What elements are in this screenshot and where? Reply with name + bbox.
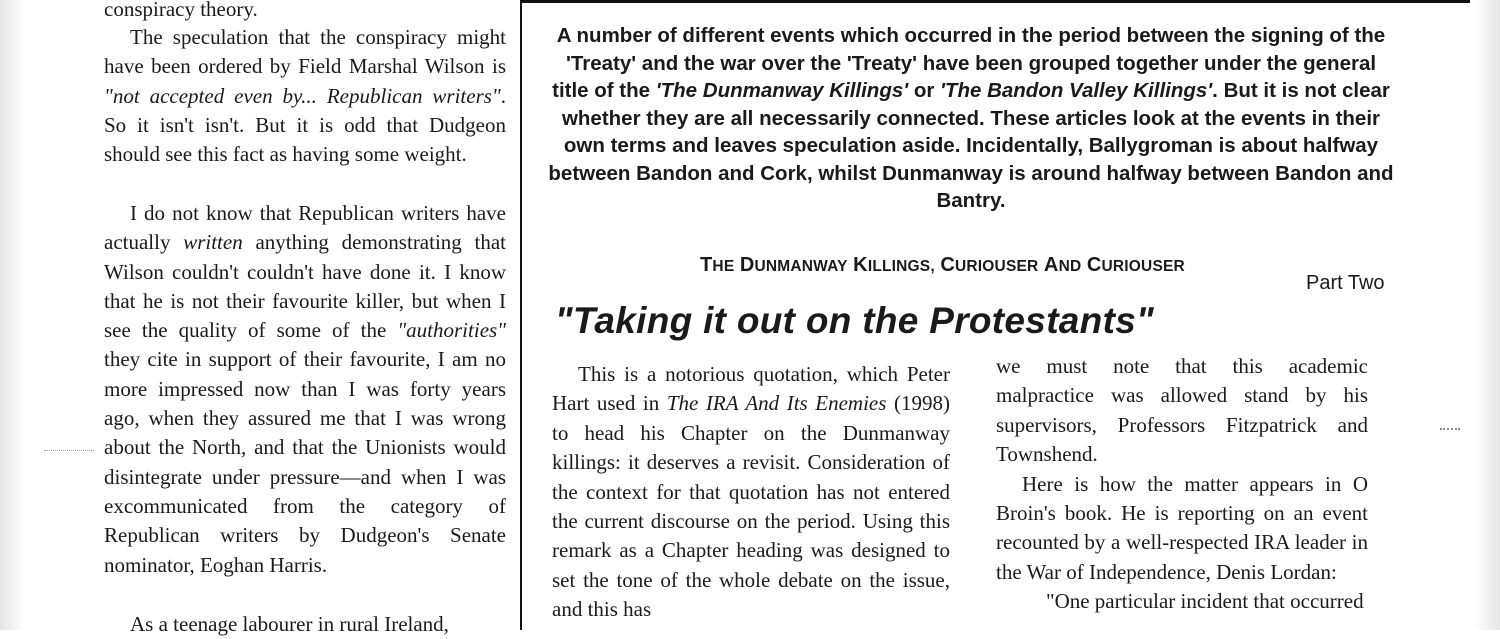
kicker-word xyxy=(940,255,1038,276)
kicker-rest: ND xyxy=(1058,258,1082,275)
text-run: they cite in support of their favourite, I am no more impressed now than I was forty years ago, when they assured me that I was wrong about the North, and that the Unionists would disintegrate under pressure—and when I was excommunicated from the category of Republican writers by Dudgeon's Senate nominator, Eoghan Harris. xyxy=(104,347,506,577)
left-paragraph-3: As a teenage labourer in rural Ireland, xyxy=(130,612,449,636)
kicker-rest: HE xyxy=(712,258,735,275)
intro-box-top-rule xyxy=(520,0,1470,3)
kicker-rest: URIOUSER xyxy=(955,258,1039,275)
kicker-rest: UNMANWAY xyxy=(754,258,848,275)
scan-speck xyxy=(1440,428,1460,433)
article-headline: "Taking it out on the Protestants" xyxy=(555,300,1154,341)
middle-column xyxy=(552,360,950,625)
text-run: I do not know that Republican writers have actually xyxy=(104,201,506,255)
kicker-initial: A xyxy=(1043,254,1059,276)
left-paragraph-2 xyxy=(104,199,506,580)
right-quote-start: "One particular incident that occurred xyxy=(1046,589,1364,614)
part-label: Part Two xyxy=(1306,272,1385,294)
right-column xyxy=(996,352,1368,617)
kicker-word xyxy=(740,255,848,276)
left-paragraph-1 xyxy=(104,23,506,169)
italic-run: "authorities" xyxy=(397,318,506,343)
kicker-initial: K xyxy=(853,254,868,276)
kicker-word xyxy=(700,255,734,276)
kicker-word xyxy=(1044,255,1081,276)
right-paragraph-2: Here is how the matter appears in O Broin's book. He is reporting on an event recounted by a well-respected IRA leader in the War of Independence, Denis Lordan: xyxy=(996,471,1368,584)
text-run: A number of different events which occurred in the period between the signing of the 'Treaty' and the war over the 'Treaty' have been grouped together under the general title of the xyxy=(552,24,1386,102)
right-paragraph-1: we must note that this academic malpractice was allowed stand by his supervisors, Professors Fitzpatrick and Townshend. xyxy=(996,354,1368,467)
kicker-rest: URIOUSER xyxy=(1101,258,1185,275)
text-run: . So it isn't isn't. But it is odd that Dudgeon should see this fact as having some weight. xyxy=(104,83,506,167)
text-run: . But it is not clear whether they are all necessarily connected. These articles look at the events in their own terms and leaves speculation aside. Incidentally, Ballygroman is about halfway between Bandon and Cork, whilst Dunmanway is around halfway between Bandon and Bantry. xyxy=(548,79,1394,212)
kicker-initial: C xyxy=(940,254,955,276)
kicker-initial: T xyxy=(700,254,713,276)
text-run: This is a notorious quotation, which Peter Hart used in xyxy=(552,362,950,416)
text-run: anything demonstrating that Wilson couldn't couldn't have done it. I know that he is not their favourite killer, but when I see the quality of some of the xyxy=(104,230,507,343)
italic-run: The IRA And Its Enemies xyxy=(666,391,887,416)
text-run: The speculation that the conspiracy might have been ordered by Field Marshal Wilson is xyxy=(104,25,506,79)
text-run: (1998) to head his Chapter on the Dunmanway killings: it deserves a revisit. Consideration of the context for that quotation has not entered the current discourse on the period. Using this remark as a Chapter heading was designed to set the tone of the whole debate on the issue, and this has xyxy=(552,391,950,622)
middle-paragraph xyxy=(552,360,950,625)
italic-run: 'The Dunmanway Killings' xyxy=(655,79,909,102)
page-edge-right xyxy=(1474,0,1500,630)
kicker-initial: D xyxy=(739,254,755,276)
kicker-initial: C xyxy=(1086,254,1102,276)
intro-box-text xyxy=(548,22,1394,215)
column-rule xyxy=(520,0,522,630)
left-first-line: conspiracy theory. xyxy=(104,0,258,21)
series-kicker xyxy=(700,254,1185,277)
page-edge-shadow xyxy=(0,0,24,630)
text-run: or xyxy=(908,79,941,102)
kicker-rest: ILLINGS, xyxy=(867,258,935,275)
scan-speck xyxy=(44,450,94,453)
italic-run: written xyxy=(183,230,243,255)
kicker-word xyxy=(1087,255,1185,276)
italic-run: 'The Bandon Valley Killings' xyxy=(940,79,1213,102)
italic-run: "not accepted even by... Republican writers" xyxy=(104,83,501,108)
kicker-word xyxy=(853,255,935,276)
